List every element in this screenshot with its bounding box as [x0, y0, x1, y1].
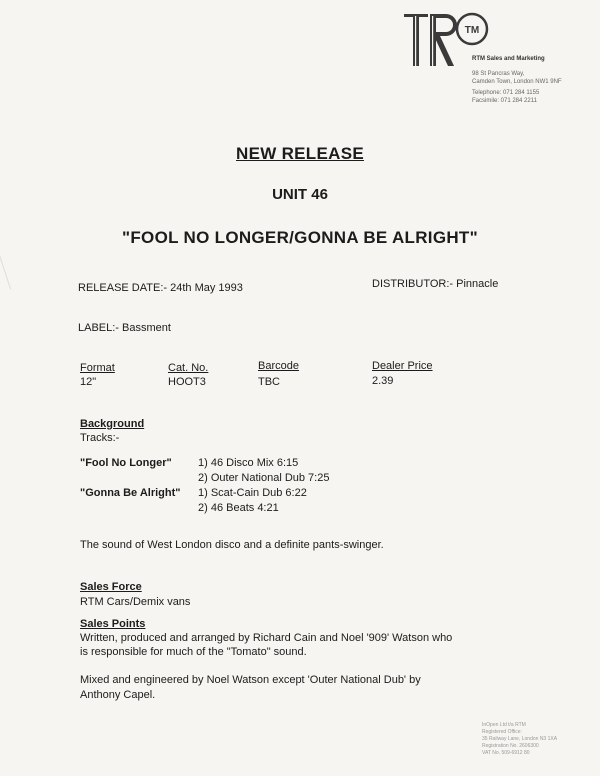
telephone: Telephone: 071 284 1155 — [472, 90, 540, 96]
song-title-heading: "FOOL NO LONGER/GONNA BE ALRIGHT" — [122, 228, 478, 247]
address-line-1: 98 St Pancras Way, — [472, 71, 525, 77]
sales-points-line-3: Mixed and engineered by Noel Watson except 'Outer National Dub' by — [80, 674, 421, 686]
track2-mix-1: 1) Scat-Cain Dub 6:22 — [198, 487, 307, 499]
cell-format: 12" — [80, 376, 97, 388]
label-line: LABEL:- Bassment — [78, 322, 171, 334]
track2-title: "Gonna Be Alright" — [80, 487, 181, 499]
footer-registration — [482, 722, 557, 757]
footer-line-4: Registration No. 2606300 — [482, 743, 539, 749]
col-header-dealer-price: Dealer Price — [372, 360, 433, 372]
footer-line-2: Registered Office: — [482, 729, 522, 735]
col-header-barcode: Barcode — [258, 360, 299, 372]
col-header-cat-no: Cat. No. — [168, 362, 209, 374]
footer-line-5: VAT No. 509-6912 80 — [482, 750, 530, 756]
sales-force-heading: Sales Force — [80, 581, 142, 593]
track1-mix-2: 2) Outer National Dub 7:25 — [198, 472, 330, 484]
company-name: RTM Sales and Marketing — [472, 56, 545, 62]
address-line-2: Camden Town, London NW1 9NF — [472, 79, 562, 85]
facsimile: Facsimile: 071 284 2211 — [472, 98, 537, 104]
col-header-format: Format — [80, 362, 115, 374]
sales-points-line-4: Anthony Capel. — [80, 689, 156, 701]
track2-mix-2: 2) 46 Beats 4:21 — [198, 502, 279, 514]
background-heading: Background — [80, 418, 145, 430]
cell-dealer-price: 2.39 — [372, 375, 394, 387]
company-address — [472, 70, 562, 105]
sales-points-heading: Sales Points — [80, 618, 146, 630]
release-date: RELEASE DATE:- 24th May 1993 — [78, 282, 243, 294]
track1-title: "Fool No Longer" — [80, 457, 172, 469]
description: The sound of West London disco and a definite pants-swinger. — [80, 539, 384, 551]
tracks-label: Tracks:- — [80, 432, 120, 444]
sales-points-line-1: Written, produced and arranged by Richard Cain and Noel '909' Watson who — [80, 632, 453, 644]
track1-mix-1: 1) 46 Disco Mix 6:15 — [198, 457, 299, 469]
logo-tm-text: TM — [464, 25, 480, 36]
cell-cat-no: HOOT3 — [168, 376, 206, 388]
new-release-heading: NEW RELEASE — [236, 144, 364, 163]
footer-line-1: InOpen Ltd t/a RTM — [482, 722, 526, 728]
footer-line-3: 35 Railway Lane, London N3 1XA — [482, 736, 558, 742]
sales-force-text: RTM Cars/Demix vans — [80, 596, 191, 608]
cell-barcode: TBC — [258, 376, 280, 388]
distributor: DISTRIBUTOR:- Pinnacle — [372, 278, 499, 290]
artist-heading: UNIT 46 — [272, 186, 328, 203]
sales-points-line-2: is responsible for much of the "Tomato" sound. — [80, 646, 307, 658]
